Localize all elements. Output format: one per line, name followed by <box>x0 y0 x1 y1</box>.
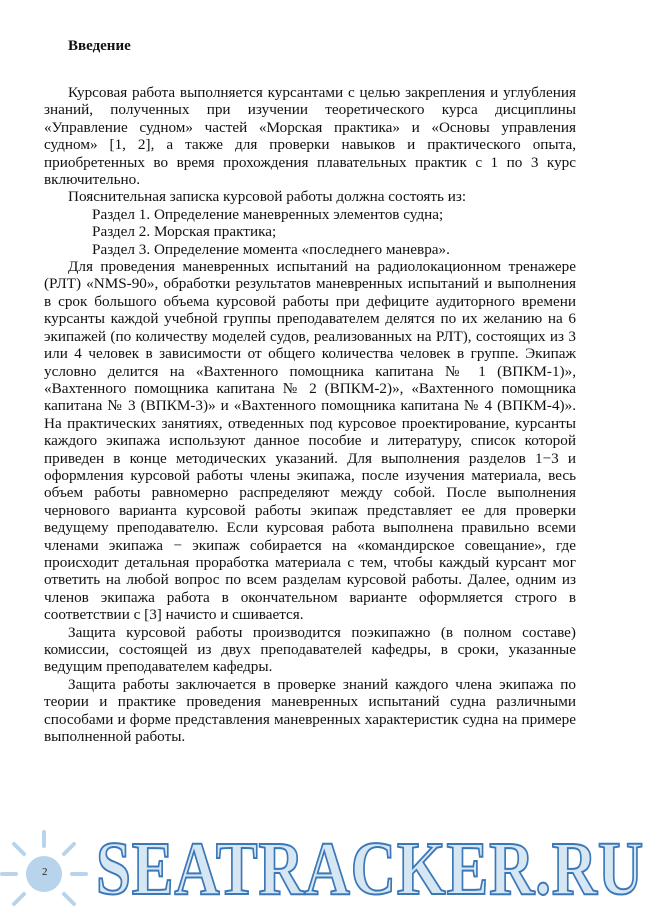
paragraph: Курсовая работа выполняется курсантами с целью закрепления и углубления знаний, полученных при изучении теоретического курса дисциплины «Управление судном» частей «Морская практика» и «Основы управления судном» [1, 2], а также для проверки навыков и практического опыта, приобретенных во время прохождения плавательных практик с 1 по 3 курс включительно. <box>44 84 576 189</box>
paragraph: Защита курсовой работы производится поэкипажно (в полном составе) комиссии, состоящей из двух преподавателей кафедры, в сроки, указанные ведущим преподавателем кафедры. <box>44 623 576 676</box>
paragraph: Защита работы заключается в проверке знаний каждого члена экипажа по теории и практике проведения маневренных испытаний судна различными способами и форме представления маневренных характеристик судна на примере выполненной работы. <box>44 675 576 746</box>
section-list-item: Раздел 3. Определение момента «последнего маневра». <box>92 240 450 258</box>
section-list-item: Раздел 2. Морская практика; <box>92 223 277 241</box>
paragraph: Пояснительная записка курсовой работы должна состоять из: <box>68 188 467 206</box>
watermark-text: SEATRACKER.RU <box>96 827 644 911</box>
watermark-graphic <box>0 812 664 914</box>
section-heading: Введение <box>68 38 131 54</box>
section-list-item: Раздел 1. Определение маневренных элементов судна; <box>92 205 444 223</box>
paragraph: Для проведения маневренных испытаний на радиолокационном тренажере (РЛТ) «NMS-90», обработки результатов маневренных испытаний и выполнения в срок большого объема курсовой работы при дефиците аудиторного времени курсанты каждой учебной группы преподавателем делятся по их желанию на 6 экипажей (по количеству моделей судов, реализованных на РЛТ), состоящих из 3 или 4 человек в зависимости от общего количества человек в группе. Экипаж условно делится на «Вахтенного помощника капитана № 1 (ВПКМ-1)», «Вахтенного помощника капитана № 2 (ВПКМ-2)», «Вахтенного помощника капитана № 3 (ВПКМ-3)» и «Вахтенного помощника капитана № 4 (ВПКМ-4)». На практических занятиях, отведенных под курсовое проектирование, курсанты каждого экипажа используют данное пособие и литературу, список которой приведен в конце методических указаний. Для выполнения разделов 1−3 и оформления курсовой работы члены экипажа, после изучения материала, весь объем работы равномерно распределяют между собой. После выполнения чернового варианта курсовой работы экипаж представляет ее для проверки ведущему преподавателю. Если курсовая работа выполнена правильно всеми членами экипажа − экипаж собирается на «командирское совещание», где происходит детальная проработка материала с тем, чтобы каждый курсант мог ответить на любой вопрос по всем разделам курсовой работы. Далее, одним из членов экипажа работа в окончательном варианте оформляется строго в соответствии с [3] начисто и сшивается. <box>44 258 576 624</box>
page-number: 2 <box>42 866 48 878</box>
watermark <box>0 812 664 914</box>
body-text <box>44 84 576 745</box>
